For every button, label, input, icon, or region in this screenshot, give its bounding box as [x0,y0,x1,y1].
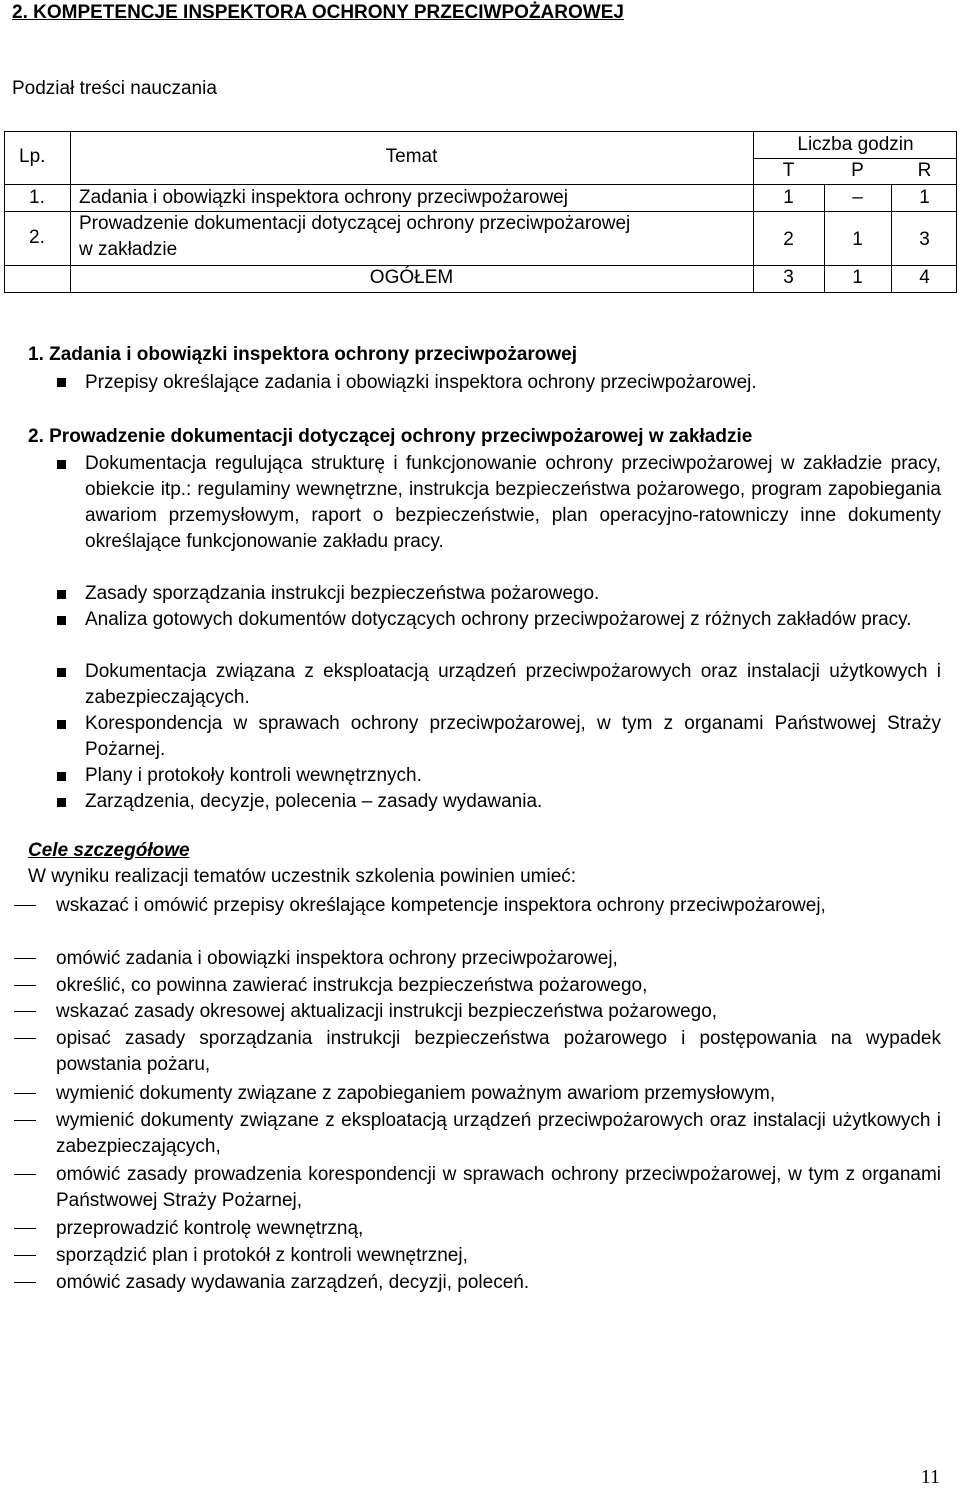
section1-title: 1. Zadania i obowiązki inspektora ochrony przeciwpożarowej [28,344,578,365]
dash-icon [14,958,36,959]
row-r: 1 [919,187,930,208]
bullet-icon [57,590,66,599]
table-divider [753,158,956,159]
section2-item: Dokumentacja regulująca strukturę i funkcjonowanie ochrony przeciwpożarowej w zakładzie pracy, obiekcie itp.: regulaminy wewnętrzne, instrukcja bezpieczeństwa pożarowego, program zapobiegania awariom przemysłowym, raport o bezpieczeństwie, plan operacyjno-ratowniczy inne dokumenty określające funkcjonowanie zakładu pracy. [85,453,941,552]
row-p: 1 [852,229,863,250]
section-heading: 2. KOMPETENCJE INSPEKTORA OCHRONY PRZECIWPOŻAROWEJ [12,2,624,23]
dash-icon [14,985,36,986]
goal-item: omówić zasady wydawania zarządzeń, decyzji, poleceń. [56,1272,530,1293]
goal-item: omówić zadania i obowiązki inspektora ochrony przeciwpożarowej, [56,948,618,969]
table-divider [5,211,956,212]
row-lp: 1. [29,187,45,208]
total-label: OGÓŁEM [369,267,454,288]
goal-item: przeprowadzić kontrolę wewnętrzną, [56,1218,364,1239]
bullet-icon [57,616,66,625]
row-t: 1 [783,187,794,208]
goals-intro: W wyniku realizacji tematów uczestnik szkolenia powinien umieć: [28,866,577,887]
row-temat-line2: w zakładzie [79,239,178,260]
dash-icon [14,1228,36,1229]
dash-icon [14,905,36,906]
section2-item: Plany i protokoły kontroli wewnętrznych. [85,765,422,786]
goals-title: Cele szczegółowe [28,840,190,861]
goal-item: sporządzić plan i protokół z kontroli wewnętrznej, [56,1245,468,1266]
bullet-icon [57,378,66,387]
bullet-icon [57,668,66,677]
dash-icon [14,1120,36,1121]
total-t: 3 [783,267,794,288]
dash-icon [14,1282,36,1283]
table-divider [5,184,956,185]
subtitle: Podział treści nauczania [12,78,217,99]
section2-item: Analiza gotowych dokumentów dotyczących ochrony przeciwpożarowej z różnych zakładów pracy. [85,609,912,630]
hours-table [4,131,957,293]
total-p: 1 [852,267,863,288]
header-hours: Liczba godzin [797,134,914,155]
goal-item: omówić zasady prowadzenia korespondencji w sprawach ochrony przeciwpożarowej, w tym z organami Państwowej Straży Pożarnej, [56,1164,941,1211]
dash-icon [14,1174,36,1175]
section2-item: Korespondencja w sprawach ochrony przeciwpożarowej, w tym z organami Państwowej Straży Pożarnej. [85,713,941,760]
table-divider [5,265,956,266]
page-number: 11 [920,1466,940,1488]
dash-icon [14,1011,36,1012]
row-r: 3 [919,229,930,250]
goal-item: określić, co powinna zawierać instrukcja bezpieczeństwa pożarowego, [56,975,648,996]
goal-item: wskazać zasady okresowej aktualizacji instrukcji bezpieczeństwa pożarowego, [56,1001,718,1022]
header-p: P [851,160,864,181]
section2-item: Zasady sporządzania instrukcji bezpieczeństwa pożarowego. [85,583,600,604]
row-temat: Zadania i obowiązki inspektora ochrony przeciwpożarowej [79,187,568,208]
dash-icon [14,1255,36,1256]
row-t: 2 [783,229,794,250]
bullet-icon [57,798,66,807]
row-temat-line1: Prowadzenie dokumentacji dotyczącej ochrony przeciwpożarowej [79,213,631,234]
section1-item: Przepisy określające zadania i obowiązki inspektora ochrony przeciwpożarowej. [85,372,757,393]
header-t: T [782,160,795,181]
bullet-icon [57,772,66,781]
dash-icon [14,1038,36,1039]
dash-icon [14,1093,36,1094]
section2-item: Zarządzenia, decyzje, polecenia – zasady wydawania. [85,791,543,812]
section2-item: Dokumentacja związana z eksploatacją urządzeń przeciwpożarowych oraz instalacji użytkowych i zabezpieczających. [85,661,941,708]
goal-item: wymienić dokumenty związane z zapobieganiem poważnym awariom przemysłowym, [56,1083,776,1104]
header-lp: Lp. [19,146,46,167]
goal-item: wskazać i omówić przepisy określające kompetencje inspektora ochrony przeciwpożarowej, [56,895,826,916]
header-r: R [917,160,932,181]
bullet-icon [57,720,66,729]
total-r: 4 [919,267,930,288]
row-lp: 2. [29,227,45,248]
goal-item: opisać zasady sporządzania instrukcji bezpieczeństwa pożarowego i postępowania na wypadek powstania pożaru, [56,1028,941,1075]
goal-item: wymienić dokumenty związane z eksploatacją urządzeń przeciwpożarowych oraz instalacji użytkowych i zabezpieczających, [56,1110,941,1157]
header-temat: Temat [385,146,438,167]
row-p: – [852,187,863,208]
section2-title: 2. Prowadzenie dokumentacji dotyczącej ochrony przeciwpożarowej w zakładzie [28,426,753,447]
bullet-icon [57,460,66,469]
